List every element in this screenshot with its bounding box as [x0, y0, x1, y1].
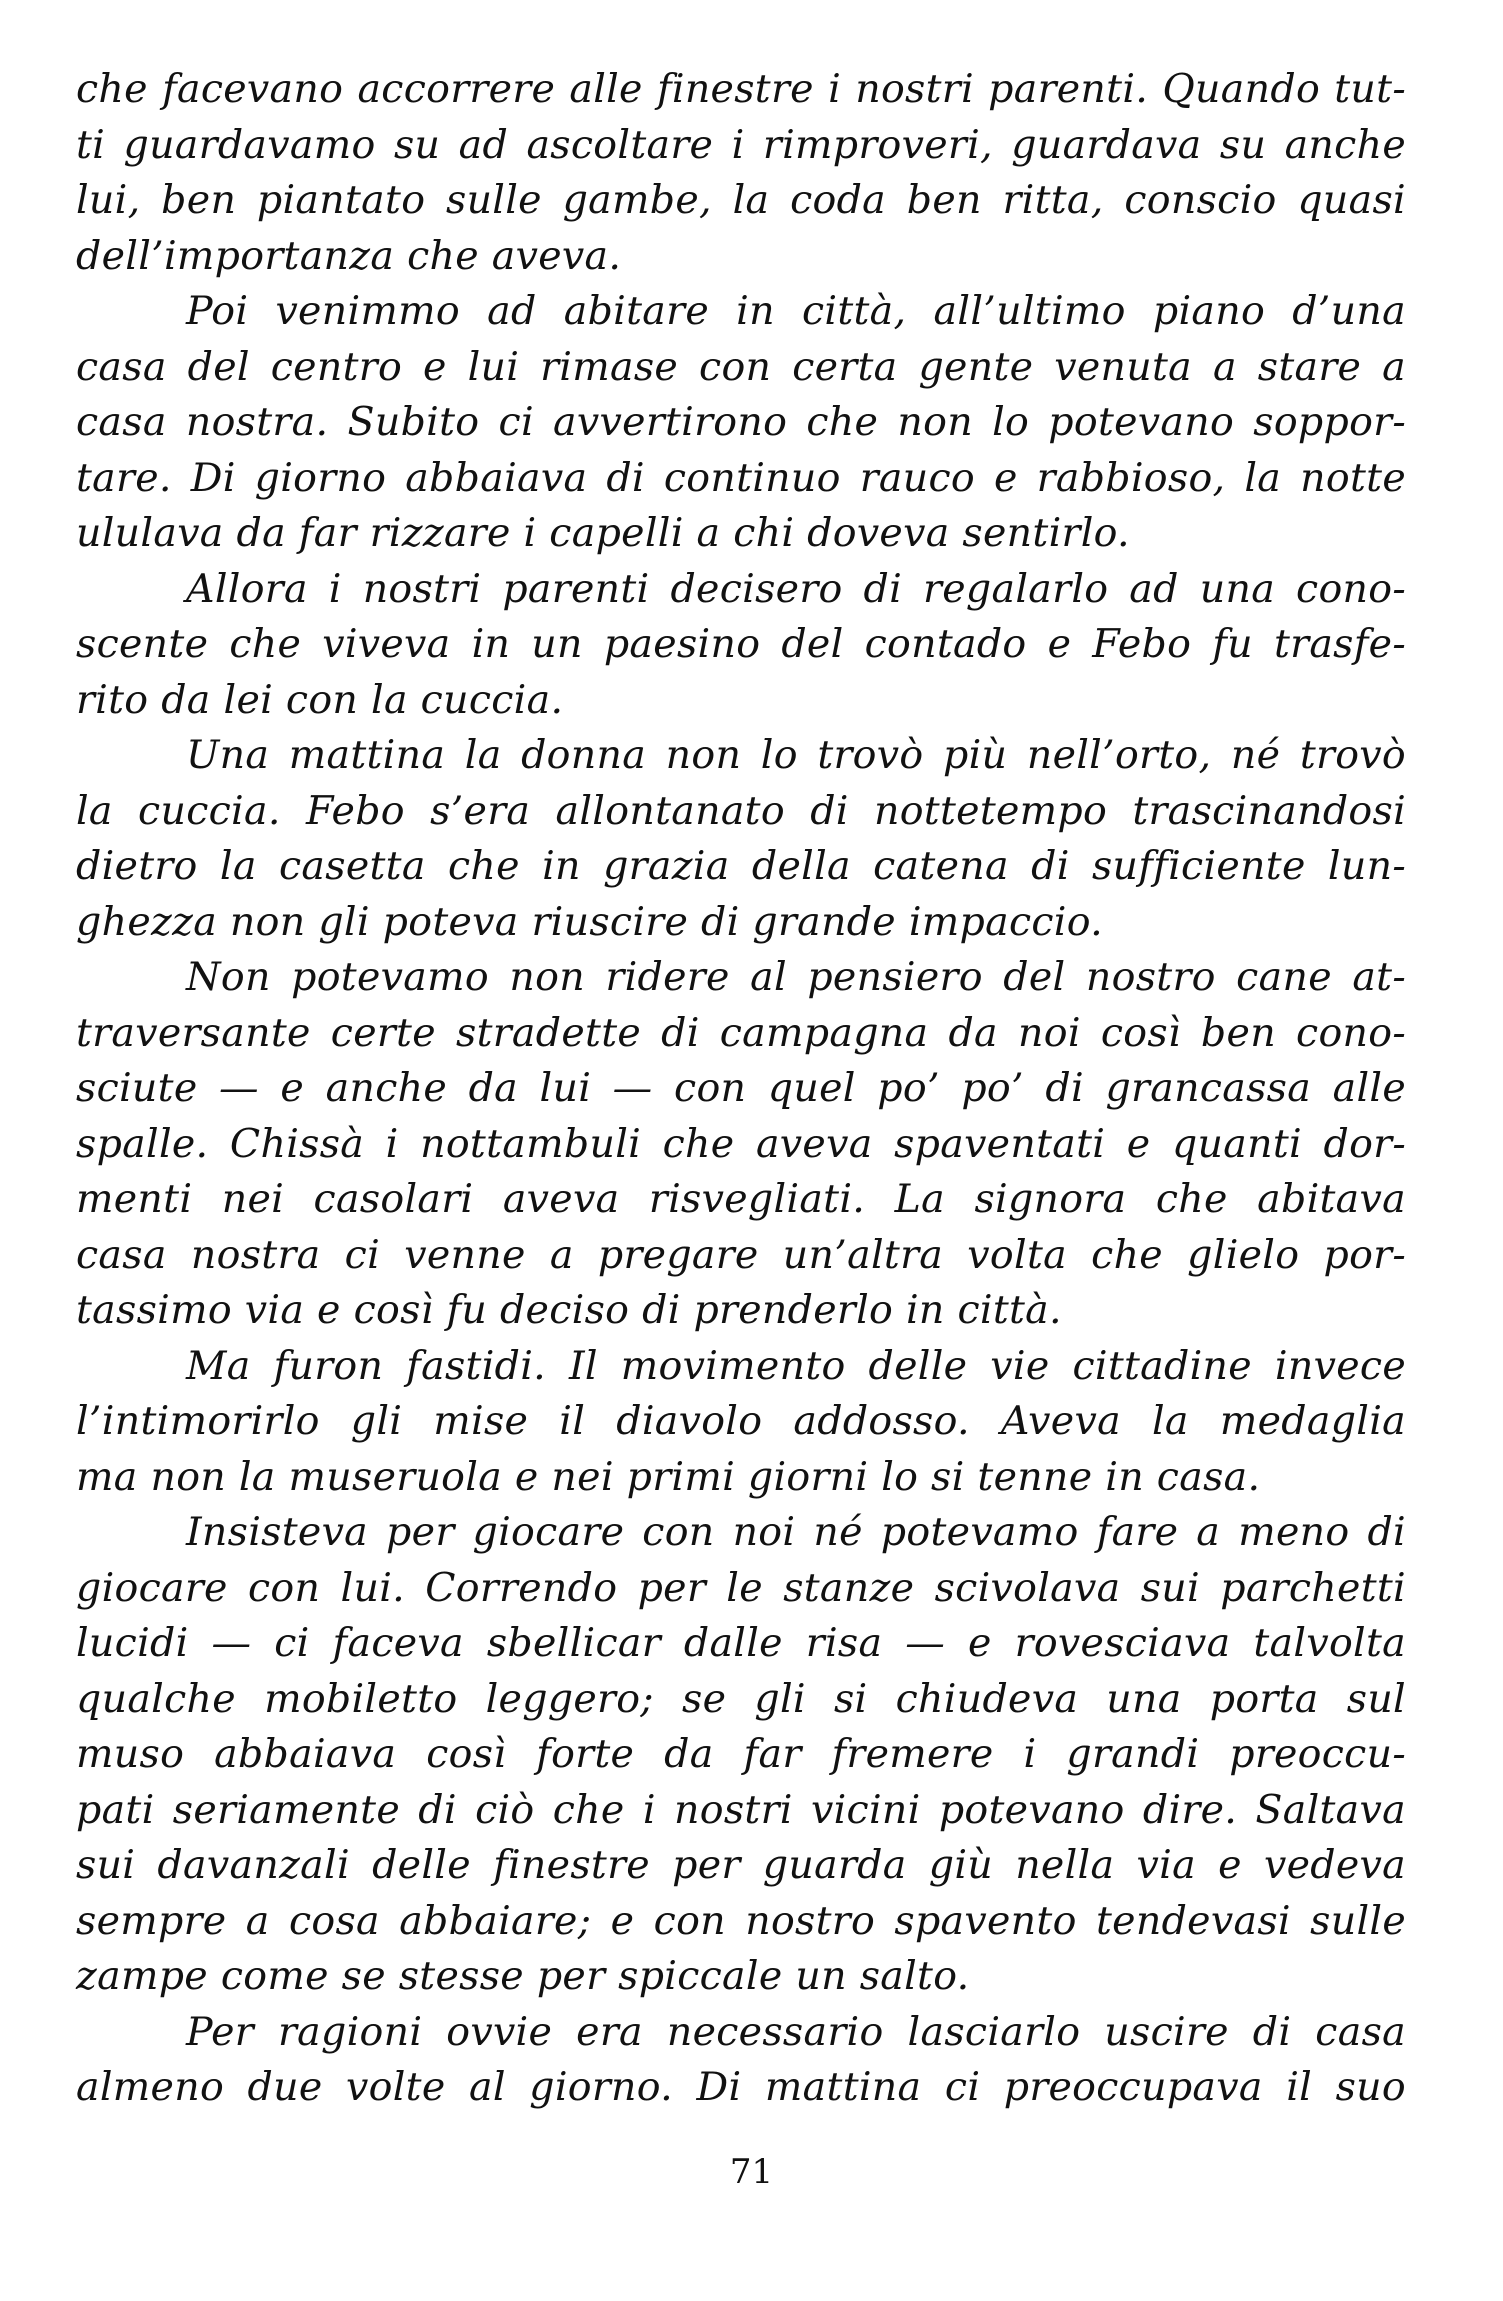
- text-line: traversante certe stradette di campagna da noi così ben cono-: [76, 1009, 1406, 1056]
- text-line: lucidi — ci faceva sbellicar dalle risa — e rovesciava talvolta: [76, 1620, 1406, 1666]
- text-line: rito da lei con la cuccia.: [76, 676, 564, 723]
- text-line: ma non la museruola e nei primi giorni lo si tenne in casa.: [76, 1453, 1261, 1500]
- text-line: Non potevamo non ridere al pensiero del nostro cane at-: [186, 954, 1406, 1000]
- text-line: Una mattina la donna non lo trovò più nell’orto, né trovò: [186, 732, 1406, 778]
- body-text: [76, 62, 1406, 2116]
- text-line: l’intimorirlo gli mise il diavolo addosso. Aveva la medaglia: [76, 1398, 1406, 1444]
- text-line: Insisteva per giocare con noi né potevamo fare a meno di: [186, 1509, 1406, 1555]
- text-line: sciute — e anche da lui — con quel po’ po’ di grancassa alle: [76, 1065, 1406, 1111]
- text-line: ghezza non gli poteva riuscire di grande impaccio.: [76, 898, 1103, 945]
- text-line: almeno due volte al giorno. Di mattina ci preoccupava il suo: [76, 2064, 1406, 2110]
- text-line: Allora i nostri parenti decisero di regalarlo ad una cono-: [186, 565, 1406, 612]
- text-line: sempre a cosa abbaiare; e con nostro spavento tendevasi sulle: [76, 1897, 1406, 1944]
- text-line: muso abbaiava così forte da far fremere i grandi preoccu-: [76, 1731, 1406, 1777]
- text-line: spalle. Chissà i nottambuli che aveva spaventati e quanti dor-: [76, 1120, 1406, 1167]
- text-line: casa nostra. Subito ci avvertirono che non lo potevano soppor-: [76, 399, 1406, 445]
- text-line: casa del centro e lui rimase con certa gente venuta a stare a: [76, 343, 1406, 390]
- text-line: ululava da far rizzare i capelli a chi doveva sentirlo.: [76, 510, 1130, 556]
- text-line: tare. Di giorno abbaiava di continuo rauco e rabbioso, la notte: [76, 454, 1406, 501]
- text-line: Per ragioni ovvie era necessario lasciarlo uscire di casa: [186, 2008, 1406, 2055]
- text-line: Poi venimmo ad abitare in città, all’ultimo piano d’una: [186, 288, 1406, 334]
- text-line: zampe come se stesse per spiccale un salto.: [76, 1953, 970, 1999]
- text-line: ti guardavamo su ad ascoltare i rimproveri, guardava su anche: [76, 121, 1406, 168]
- text-line: sui davanzali delle finestre per guarda giù nella via e vedeva: [76, 1842, 1406, 1888]
- text-line: che facevano accorrere alle finestre i nostri parenti. Quando tut-: [76, 66, 1406, 112]
- text-line: giocare con lui. Correndo per le stanze scivolava sui parchetti: [76, 1564, 1406, 1611]
- text-line: dell’importanza che aveva.: [76, 232, 622, 279]
- text-line: tassimo via e così fu deciso di prenderlo in città.: [76, 1287, 1062, 1333]
- text-line: lui, ben piantato sulle gambe, la coda ben ritta, conscio quasi: [76, 177, 1406, 223]
- text-line: casa nostra ci venne a pregare un’altra volta che glielo por-: [76, 1231, 1406, 1278]
- text-line: Ma furon fastidi. Il movimento delle vie cittadine invece: [186, 1342, 1406, 1389]
- text-line: menti nei casolari aveva risvegliati. La signora che abitava: [76, 1176, 1406, 1222]
- text-line: qualche mobiletto leggero; se gli si chiudeva una porta sul: [76, 1675, 1406, 1722]
- text-line: pati seriamente di ciò che i nostri vicini potevano dire. Saltava: [76, 1786, 1406, 1833]
- text-line: scente che viveva in un paesino del contado e Febo fu trasfe-: [76, 621, 1406, 667]
- text-line: la cuccia. Febo s’era allontanato di nottetempo trascinandosi: [76, 787, 1406, 834]
- text-line: dietro la casetta che in grazia della catena di sufficiente lun-: [76, 843, 1406, 889]
- page-number: 71: [729, 2152, 774, 2192]
